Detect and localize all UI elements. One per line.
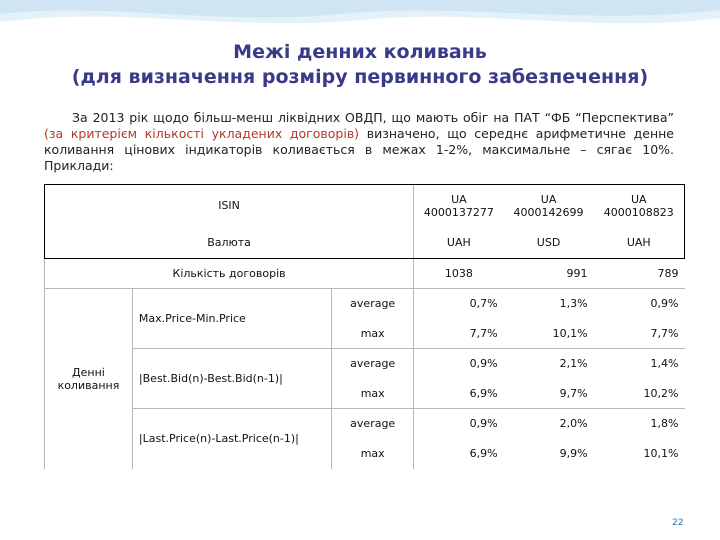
value-cell: 1,8% [594, 409, 685, 439]
stat-label: average [332, 409, 414, 439]
isin-cell-2: UA 4000142699 [504, 185, 594, 227]
value-cell: 2,0% [504, 409, 594, 439]
title-line-2: (для визначення розміру первинного забезпечення) [71, 66, 649, 88]
table-row [45, 289, 685, 319]
value-cell: 10,2% [643, 386, 679, 400]
paragraph-text-1: За 2013 рік щодо більш-менш ліквідних ОВДП, що мають обіг на ПАТ “ФБ “Перспектива” [72, 110, 674, 125]
isin-cell-1: UA 4000137277 [414, 185, 504, 227]
value-cell: 6,9% [414, 439, 504, 469]
stat-label: max [332, 319, 414, 349]
currency-cell-1: UAH [414, 227, 504, 259]
slide-title [0, 40, 720, 90]
value-cell: 0,9% [594, 289, 685, 319]
header-wave-decoration [0, 0, 720, 40]
table-row-isin [45, 185, 685, 227]
table-row [45, 409, 685, 439]
deals-cell-3: 789 [657, 267, 679, 280]
value-cell: 1,3% [504, 289, 594, 319]
group-label-3: |Last.Price(n)-Last.Price(n-1)| [132, 409, 331, 469]
isin-label: ISIN [45, 185, 414, 227]
value-cell: 7,7% [650, 326, 679, 340]
table-row [45, 349, 685, 379]
daily-volatility-label: Денні коливання [45, 289, 133, 469]
volatility-table [44, 184, 685, 469]
paragraph-highlight: (за критерієм кількості укладених договорів) [44, 126, 360, 141]
value-cell: 9,7% [559, 386, 588, 400]
intro-paragraph [44, 110, 674, 174]
page-number: 22 [672, 518, 684, 528]
value-cell: 10,1% [552, 326, 588, 340]
currency-cell-3: UAH [594, 227, 685, 259]
stat-label: average [332, 349, 414, 379]
paragraph-text-2: визначено, що середнє арифметичне денне коливання цінових індикаторів коливається в межах 1-2%, максимальне – сягає 10%. Приклади: [44, 126, 674, 173]
isin-cell-3: UA 4000108823 [594, 185, 685, 227]
value-cell: 0,9% [414, 349, 504, 379]
group-label-1: Max.Price-Min.Price [132, 289, 331, 349]
value-cell: 7,7% [414, 319, 504, 349]
value-cell: 1,4% [594, 349, 685, 379]
table-row-deals [45, 259, 685, 289]
deals-cell-1: 1038 [414, 259, 504, 289]
deals-cell-2: 991 [566, 267, 588, 280]
group-label-2: |Best.Bid(n)-Best.Bid(n-1)| [132, 349, 331, 409]
currency-label: Валюта [45, 227, 414, 259]
stat-label: average [332, 289, 414, 319]
value-cell: 2,1% [504, 349, 594, 379]
value-cell: 0,7% [414, 289, 504, 319]
stat-label: max [332, 439, 414, 469]
title-line-1: Межі денних коливань [233, 41, 487, 63]
deals-label: Кількість договорів [45, 259, 414, 289]
value-cell: 6,9% [414, 379, 504, 409]
value-cell: 9,9% [559, 447, 588, 460]
value-cell: 0,9% [414, 409, 504, 439]
table-row-currency [45, 227, 685, 259]
currency-cell-2: USD [504, 227, 594, 259]
stat-label: max [332, 379, 414, 409]
value-cell: 10,1% [643, 447, 679, 460]
